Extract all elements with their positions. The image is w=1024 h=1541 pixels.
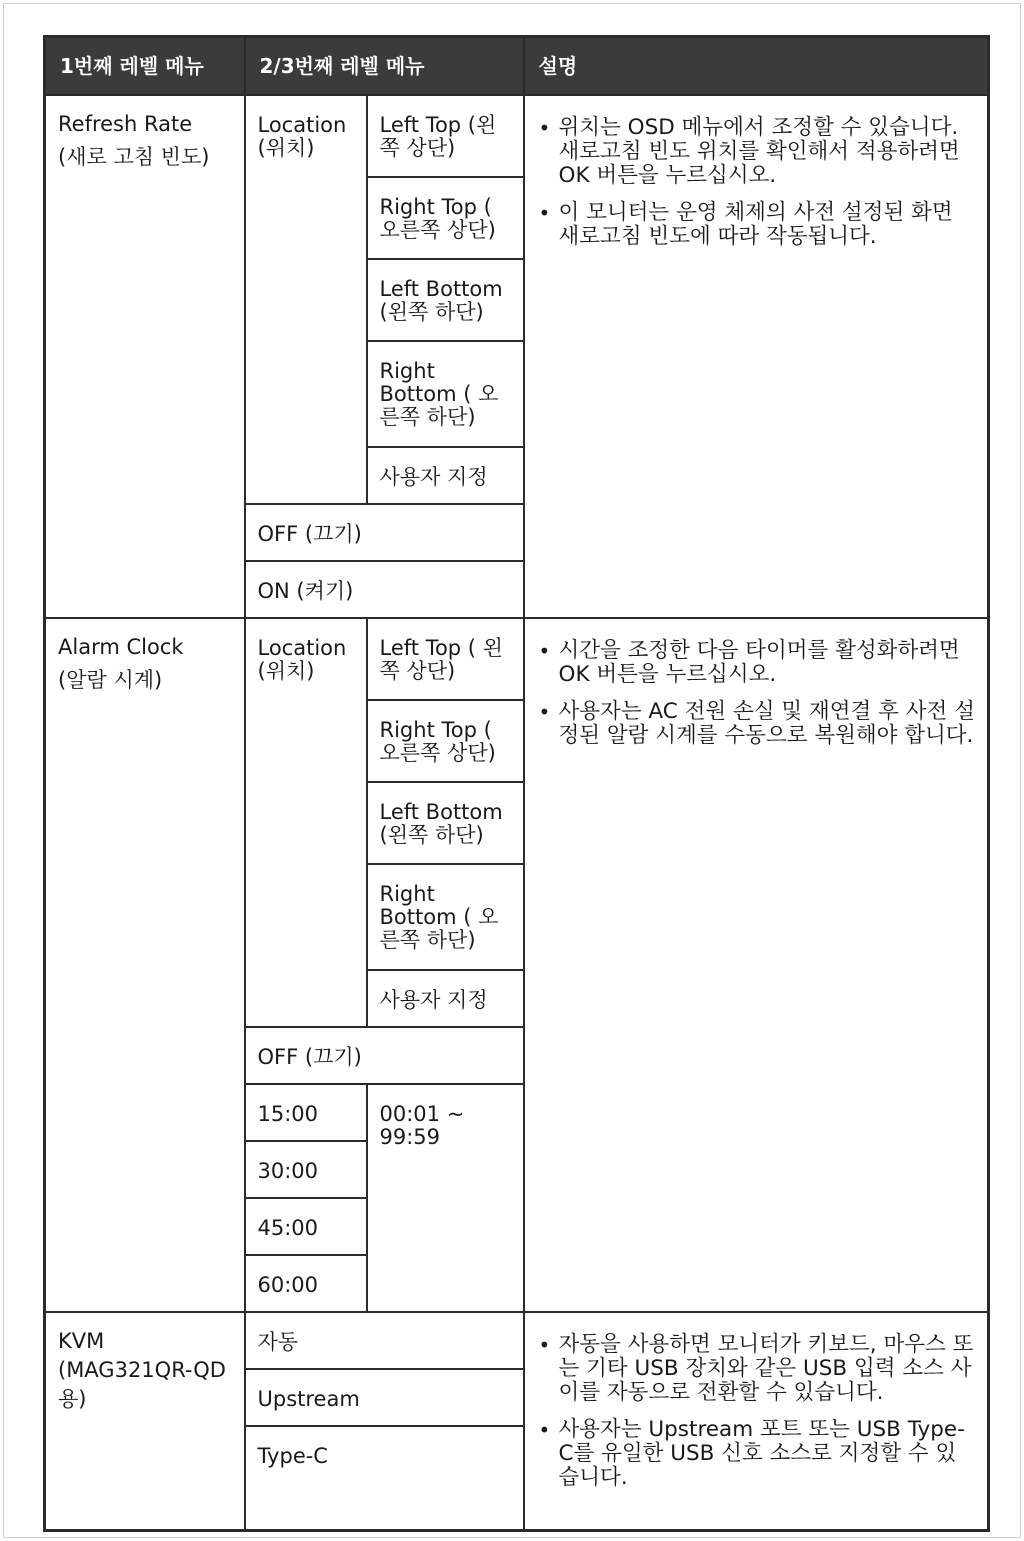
header-level23: 2/3번째 레벨 메뉴 [245, 37, 524, 96]
alarm-desc-1: • 시간을 조정한 다음 타이머를 활성화하려면 OK 버튼을 누르십시오. [559, 639, 976, 687]
alarm-clock-cell [45, 618, 245, 1312]
refresh-rate-cell [45, 95, 245, 618]
alarm-location-cell [245, 618, 367, 1027]
header-description: 설명 [524, 37, 989, 96]
alarm-position-left-bottom: Left Bottom (왼쪽 하단) [367, 782, 524, 864]
kvm-option-auto: 자동 [245, 1312, 524, 1369]
refresh-rate-title-ko: (새로 고침 빈도) [58, 145, 210, 169]
refresh-on: ON (켜기) [245, 561, 524, 618]
alarm-time-45: 45:00 [245, 1198, 367, 1255]
refresh-desc-2: • 이 모니터는 운영 체제의 사전 설정된 화면 새로고침 빈도에 따라 작동됩니다. [559, 201, 976, 249]
alarm-desc-2: • 사용자는 AC 전원 손실 및 재연결 후 사전 설정된 알람 시계를 수동으로 복원해야 합니다. [559, 700, 976, 748]
refresh-off: OFF (끄기) [245, 504, 524, 561]
refresh-desc-1: • 위치는 OSD 메뉴에서 조정할 수 있습니다. 새로고침 빈도 위치를 확인해서 적용하려면 OK 버튼을 누르십시오. [559, 116, 976, 188]
refresh-rate-title: Refresh Rate [58, 112, 193, 136]
alarm-position-right-top: Right Top ( 오른쪽 상단) [367, 700, 524, 782]
alarm-off: OFF (끄기) [245, 1027, 524, 1084]
refresh-location-label: Location (위치) [257, 113, 347, 160]
kvm-title: KVM (MAG321QR-QD용) [58, 1329, 226, 1411]
kvm-option-typec: Type-C [245, 1426, 524, 1531]
kvm-description [524, 1312, 989, 1531]
settings-table [43, 35, 990, 1532]
alarm-time-30: 30:00 [245, 1141, 367, 1198]
refresh-position-right-bottom: Right Bottom ( 오른쪽 하단) [367, 341, 524, 447]
alarm-position-left-top: Left Top ( 왼쪽 상단) [367, 618, 524, 700]
header-level1: 1번째 레벨 메뉴 [45, 37, 245, 96]
alarm-position-right-bottom: Right Bottom ( 오른쪽 하단) [367, 864, 524, 970]
alarm-location-label: Location (위치) [257, 636, 347, 683]
refresh-position-left-top: Left Top (왼쪽 상단) [367, 95, 524, 177]
alarm-clock-title: Alarm Clock [58, 635, 184, 659]
alarm-clock-title-ko: (알람 시계) [58, 668, 163, 692]
refresh-position-right-top: Right Top ( 오른쪽 상단) [367, 177, 524, 259]
alarm-time-range: 00:01 ~ 99:59 [367, 1084, 524, 1312]
alarm-time-60: 60:00 [245, 1255, 367, 1312]
kvm-desc-2: • 사용자는 Upstream 포트 또는 USB Type-C를 유일한 USB 신호 소스로 지정할 수 있습니다. [559, 1418, 976, 1490]
refresh-position-left-bottom: Left Bottom (왼쪽 하단) [367, 259, 524, 341]
alarm-time-15: 15:00 [245, 1084, 367, 1141]
kvm-option-upstream: Upstream [245, 1369, 524, 1426]
refresh-position-custom: 사용자 지정 [367, 447, 524, 504]
refresh-location-cell [245, 95, 367, 504]
alarm-position-custom: 사용자 지정 [367, 970, 524, 1027]
kvm-desc-1: • 자동을 사용하면 모니터가 키보드, 마우스 또는 기타 USB 장치와 같은 USB 입력 소스 사이를 자동으로 전환할 수 있습니다. [559, 1333, 976, 1405]
refresh-rate-description [524, 95, 989, 618]
kvm-cell [45, 1312, 245, 1531]
alarm-clock-description [524, 618, 989, 1312]
